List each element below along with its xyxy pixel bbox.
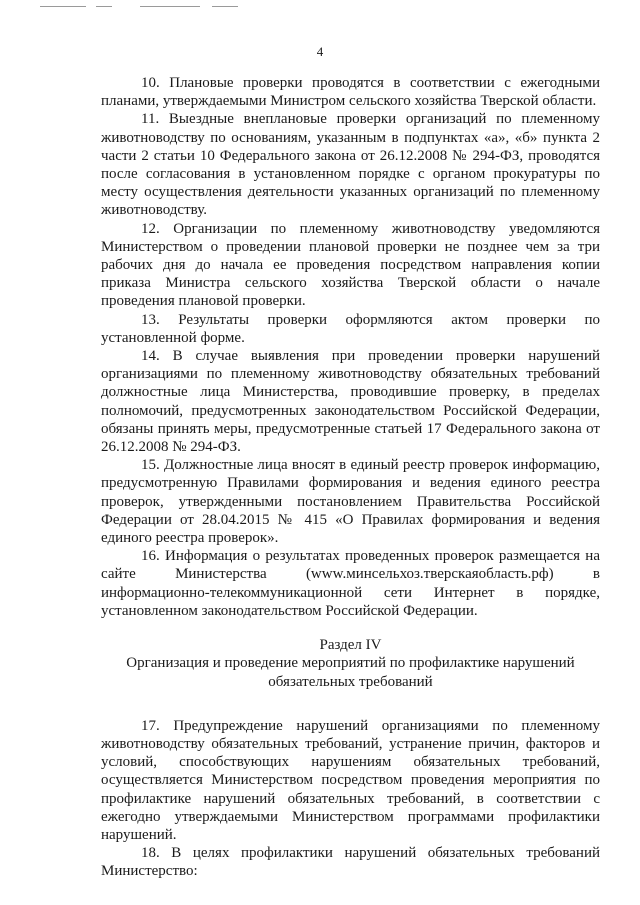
- scan-artifact-line: [140, 6, 200, 7]
- section-title: Организация и проведение мероприятий по профилактике нарушений обязательных требований: [126, 655, 575, 690]
- paragraph-15: 15. Должностные лица вносят в единый реестр проверок информацию, предусмотренную Правилами формирования и ведения единого реестра проверок, утвержденными постановлением Правительства Российской Федерации от 28.04.2015 № 415 «О Правилах формирования и ведения единого реестра проверок».: [101, 457, 600, 547]
- paragraph-10: 10. Плановые проверки проводятся в соответствии с ежегодными планами, утверждаемыми Министром сельского хозяйства Тверской области.: [101, 75, 600, 110]
- scan-artifact-line: [96, 6, 112, 7]
- paragraph-16: 16. Информация о результатах проведенных проверок размещается на сайте Министерства (www.минсельхоз.тверскаяобласть.рф) в информационно-телекоммуникационной сети Интернет в порядке, установленном законодательством Российской Федерации.: [101, 548, 600, 619]
- section-number: Раздел IV: [319, 637, 382, 654]
- page-number: 4: [316, 44, 324, 59]
- document-body: [101, 74, 600, 881]
- paragraph-12: 12. Организации по племенному животноводству уведомляются Министерством о проведении плановой проверки не позднее чем за три рабочих дня до начала ее проведения посредством направления копии приказа Министра сельского хозяйства Тверской области о начале проведения плановой проверки.: [101, 220, 600, 310]
- paragraph-11: 11. Выездные внеплановые проверки организаций по племенному животноводству по основаниям, указанным в подпунктах «а», «б» пункта 2 части 2 статьи 10 Федерального закона от 26.12.2008 № 294-ФЗ, проводятся после согласования в установленном порядке с органом прокуратуры по месту осуществления деятельности указанных организаций по племенному животноводству.: [101, 111, 600, 219]
- paragraph-14: 14. В случае выявления при проведении проверки нарушений организациями по племенному животноводству обязательных требований должностные лица Министерства, проводившие проверку, в пределах полномочий, предусмотренных законодательством Российской Федерации, обязаны принять меры, предусмотренные статьей 17 Федерального закона от 26.12.2008 № 294-ФЗ.: [101, 348, 600, 456]
- scan-artifact-line: [40, 6, 86, 7]
- scan-artifact-line: [212, 6, 238, 7]
- paragraph-17: 17. Предупреждение нарушений организациями по племенному животноводству обязательных требований, устранение причин, факторов и условий, способствующих нарушениям обязательных требований, осуществляется Министерством посредством проведения мероприятия по профилактике нарушений обязательных требований, в соответствии с ежегодно утверждаемыми Министерством программами профилактики нарушений.: [101, 717, 600, 843]
- paragraph-13: 13. Результаты проверки оформляются актом проверки по установленной форме.: [101, 311, 600, 346]
- paragraph-18: 18. В целях профилактики нарушений обязательных требований Министерство:: [101, 845, 600, 880]
